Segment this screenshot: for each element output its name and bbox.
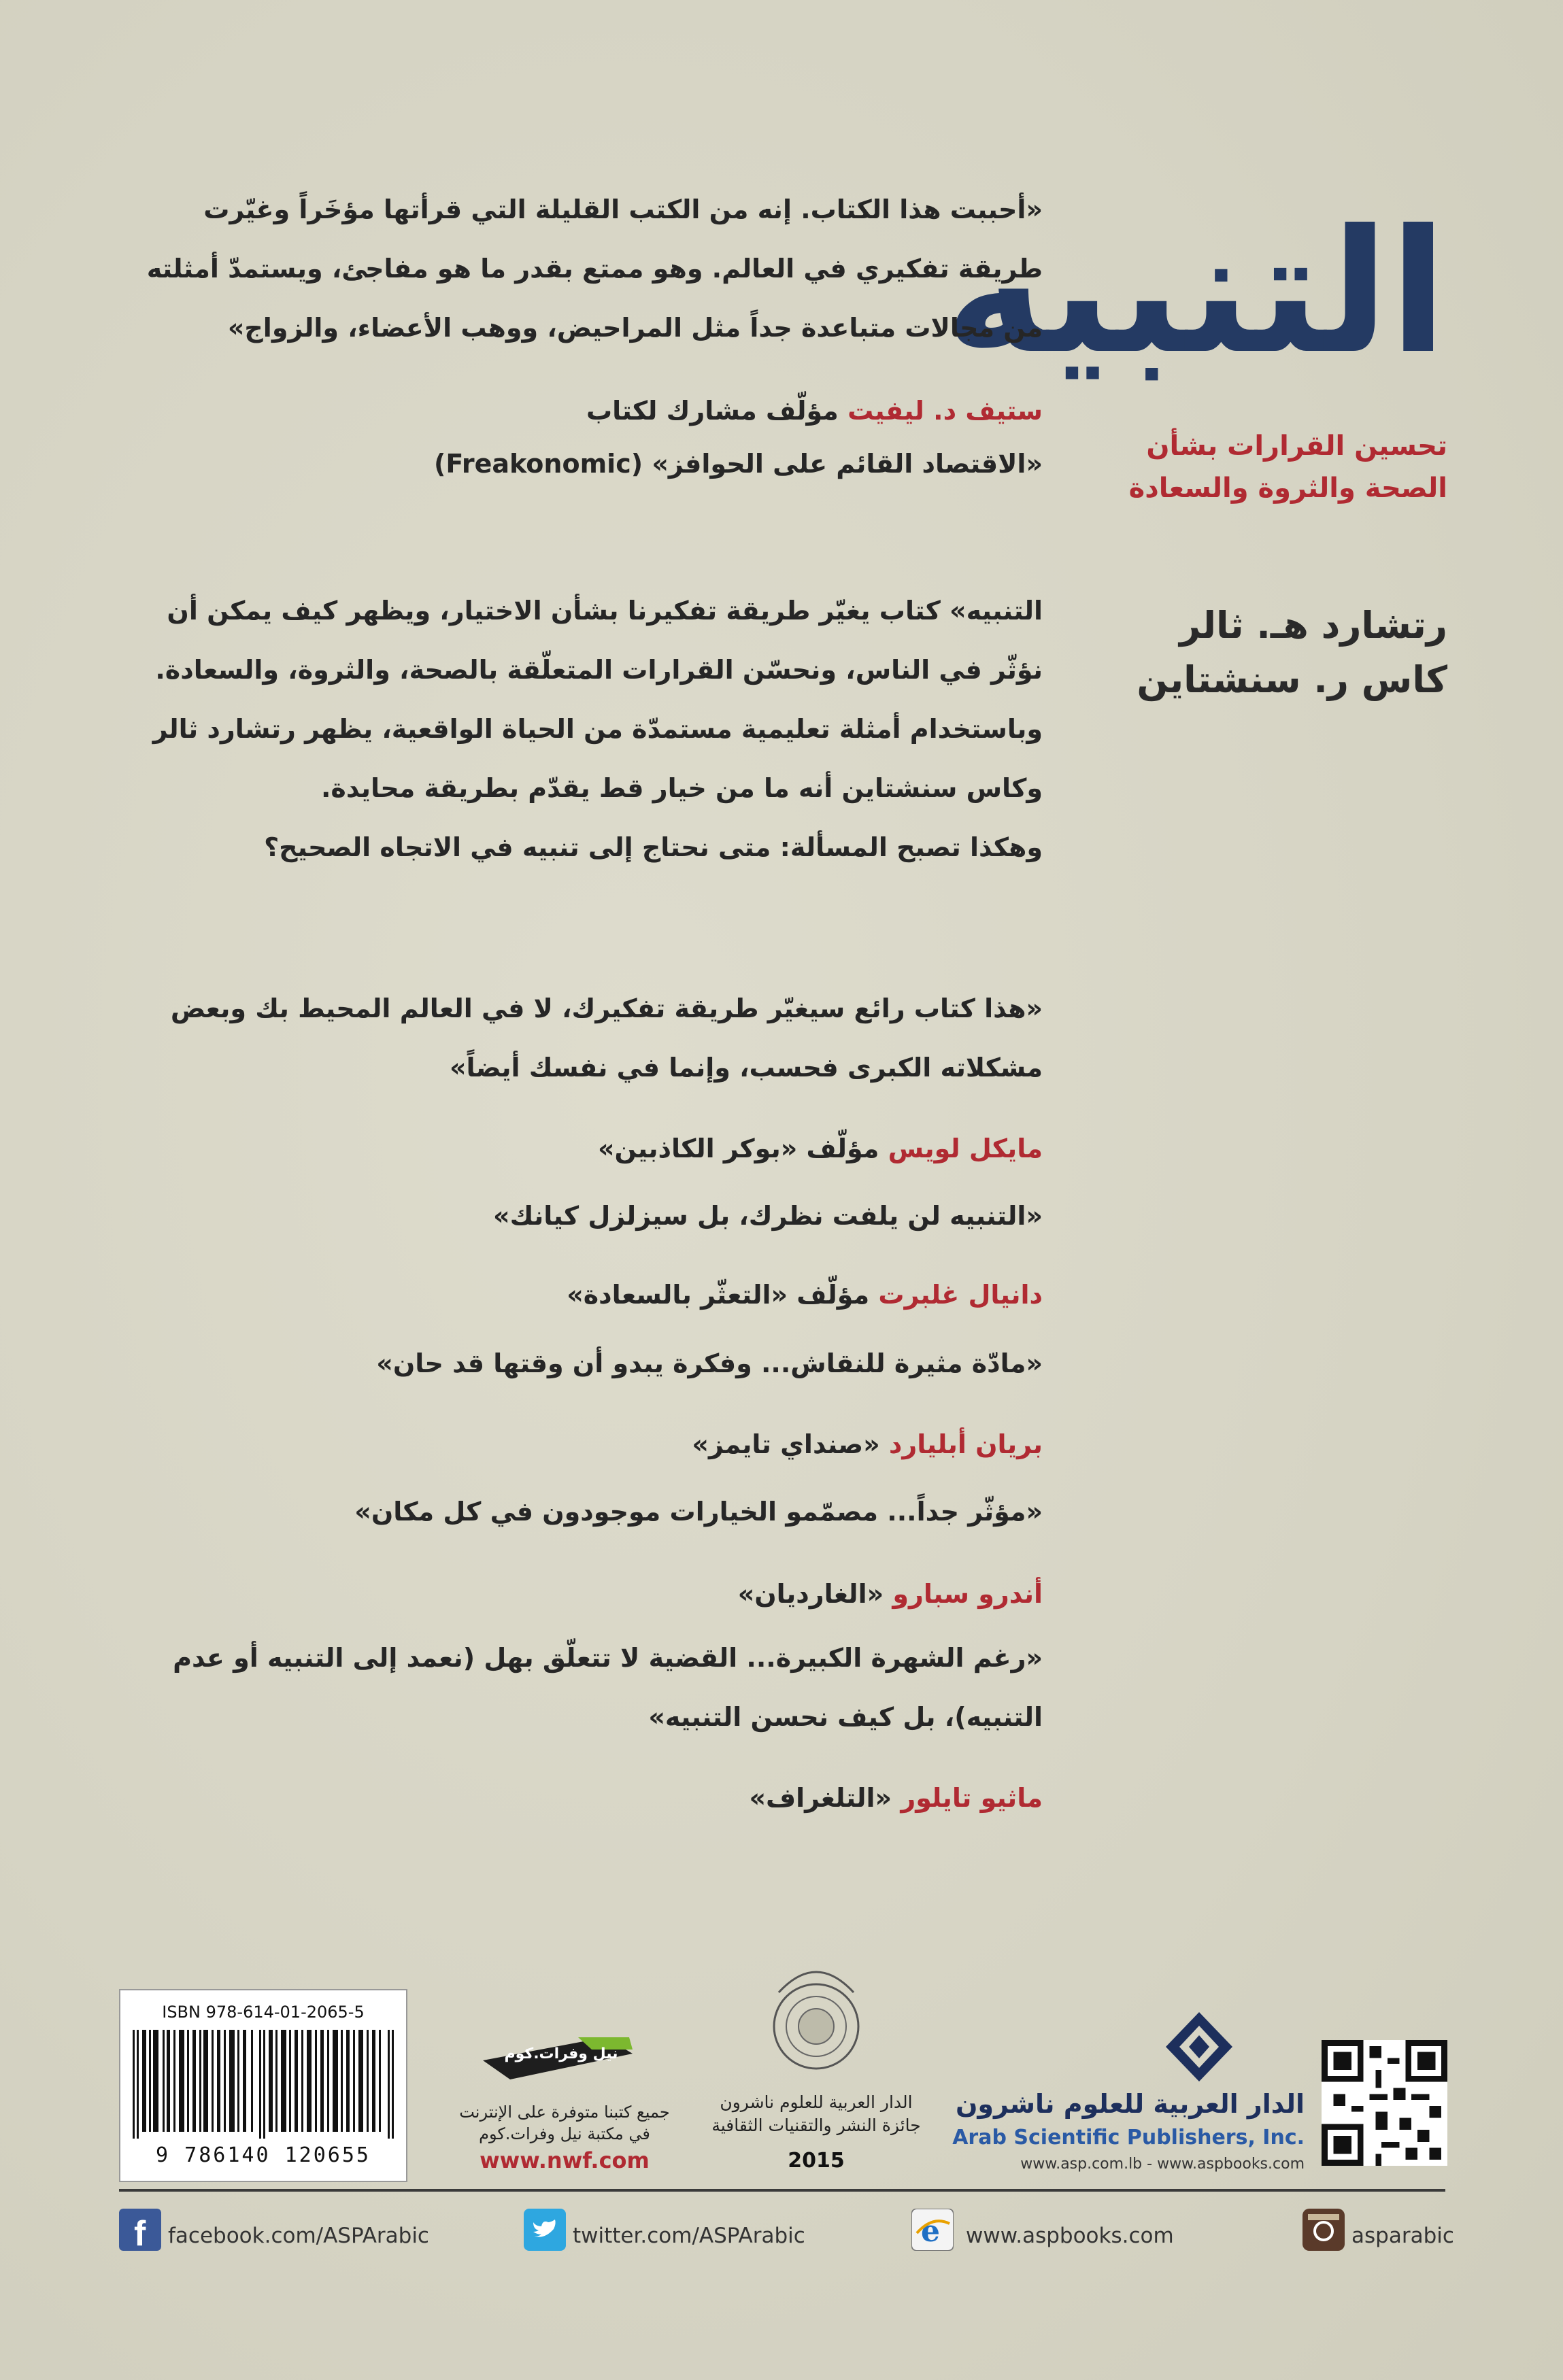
nwf-text [435,2101,694,2145]
award-seal-icon [772,1952,860,2088]
quote-author: بريان أبليارد [888,1429,1043,1459]
publisher-name-ar: الدار العربية للعلوم ناشرون [955,2089,1305,2119]
award-text [701,2091,932,2137]
twitter-icon [524,2209,566,2251]
quote-author-role: «الغارديان» [737,1579,893,1609]
quote-line: «التنبيه لن يلفت نظرك، بل سيزلزل كيانك» [493,1201,1043,1231]
facebook-label: facebook.com/ASPArabic [168,2224,429,2248]
subtitle-line: تحسين القرارات بشأن [1146,430,1447,462]
endorsement-quote [118,1629,1043,1747]
internet-explorer-icon [911,2209,954,2251]
quote-author: أندرو سبارو [892,1579,1043,1609]
quote-line: التنبيه)، بل كيف نحسن التنبيه» [648,1702,1043,1732]
nwf-link[interactable]: www.nwf.com [480,2147,650,2173]
author-name: رتشارد هـ. ثالر [1179,604,1447,647]
quote-author-role: «التلغراف» [749,1783,901,1813]
website-label: www.aspbooks.com [966,2224,1174,2248]
endorsement-quote [118,979,1043,1098]
quote-line: من مجالات متباعدة جداً مثل المراحيض، ووهب الأعضاء، والزواج» [227,313,1043,343]
author-name: كاس ر. سنشتاين [1137,658,1447,701]
nwf-line: جميع كتبنا متوفرة على الإنترنت [459,2103,670,2122]
quote-attribution [118,1122,1043,1175]
isbn-barcode [119,1989,407,2182]
nwf-badge-label: نيل وفرات.كوم [504,2045,618,2062]
subtitle-line: الصحة والثروة والسعادة [1128,473,1447,504]
book-authors [1039,598,1447,707]
publisher-logo-icon [1162,2009,1237,2084]
quote-author-role: مؤلّف «التعثّر بالسعادة» [567,1280,879,1310]
publisher-websites[interactable]: www.asp.com.lb - www.aspbooks.com [1020,2156,1305,2173]
quote-attribution [118,1771,1043,1824]
quote-attribution [118,384,1043,490]
book-subtitle [1039,425,1447,509]
description-line: وباستخدام أمثلة تعليمية مستمدّة من الحياة الواقعية، يظهر رتشارد ثالر [152,714,1043,744]
book-title: التنبيه [944,193,1447,391]
quote-author-role: «صنداي تايمز» [692,1429,889,1459]
award-line: جائزة النشر والتقنيات الثقافية [711,2115,921,2135]
publisher-name-en: Arab Scientific Publishers, Inc. [952,2126,1305,2149]
quote-line: مشكلاته الكبرى فحسب، وإنما في نفسك أيضاً» [449,1053,1043,1083]
quote-line: «رغم الشهرة الكبيرة... القضية لا تتعلّق بهل (نعمد إلى التنبيه أو عدم [173,1643,1043,1673]
quote-line: طريقة تفكيري في العالم. وهو ممتع بقدر ما هو مفاجئ، ويستمدّ أمثلته [146,254,1043,284]
quote-attribution [118,1567,1043,1620]
facebook-icon [119,2209,161,2251]
barcode-digits: 9 786140 120655 [156,2143,371,2167]
quote-attribution [118,1418,1043,1471]
qr-code-icon[interactable] [1322,2040,1447,2166]
endorsement-quote [118,180,1043,358]
quote-line: «أحببت هذا الكتاب. إنه من الكتب القليلة التي قرأتها مؤخَراً وغيّرت [203,194,1043,224]
instagram-label: asparabic [1351,2224,1454,2248]
quote-author: ماثيو تايلور [901,1783,1043,1813]
isbn-number: ISBN 978-614-01-2065-5 [162,2003,365,2022]
quote-author-role: مؤلّف مشارك لكتاب [586,396,848,426]
quote-author: ستيف د. ليفيت [847,396,1043,426]
quote-author: دانيال غلبرت [878,1280,1043,1310]
description-line: التنبيه» كتاب يغيّر طريقة تفكيرنا بشأن الاختيار، ويظهر كيف يمكن أن [167,596,1043,626]
endorsement-quote [118,1334,1043,1393]
quote-line: «مادّة مثيرة للنقاش... وفكرة يبدو أن وقتها قد حان» [376,1348,1043,1378]
svg-text:f: f [134,2214,146,2251]
svg-text:e: e [921,2214,940,2249]
footer-divider [119,2189,1445,2192]
instagram-icon [1302,2209,1345,2251]
description-line: نؤثّر في الناس، ونحسّن القرارات المتعلّقة بالصحة، والثروة، والسعادة. [155,655,1043,685]
endorsement-quote [118,1187,1043,1246]
award-year: 2015 [788,2149,845,2173]
quote-line: «مؤثّر جداً... مصمّمو الخيارات موجودون في كل مكان» [354,1497,1043,1527]
award-line: الدار العربية للعلوم ناشرون [720,2092,913,2112]
twitter-label: twitter.com/ASPArabic [573,2224,805,2248]
barcode-bars [133,2030,394,2139]
quote-attribution [118,1268,1043,1321]
description-line: وهكذا تصبح المسألة: متى نحتاج إلى تنبيه في الاتجاه الصحيح؟ [264,832,1043,862]
description-line: وكاس سنشتاين أنه ما من خيار قط يقدّم بطريقة محايدة. [320,773,1043,803]
endorsement-quote [118,1482,1043,1542]
nwf-line: في مكتبة نيل وفرات.كوم [479,2124,650,2143]
quote-author-book: «الاقتصاد القائم على الحوافز» (Freakonomic) [434,449,1043,479]
book-description [118,581,1043,877]
quote-author-role: مؤلّف «بوكر الكاذبين» [597,1134,888,1163]
quote-line: «هذا كتاب رائع سيغيّر طريقة تفكيرك، لا في العالم المحيط بك وبعض [170,993,1043,1023]
quote-author: مايكل لويس [888,1134,1043,1163]
